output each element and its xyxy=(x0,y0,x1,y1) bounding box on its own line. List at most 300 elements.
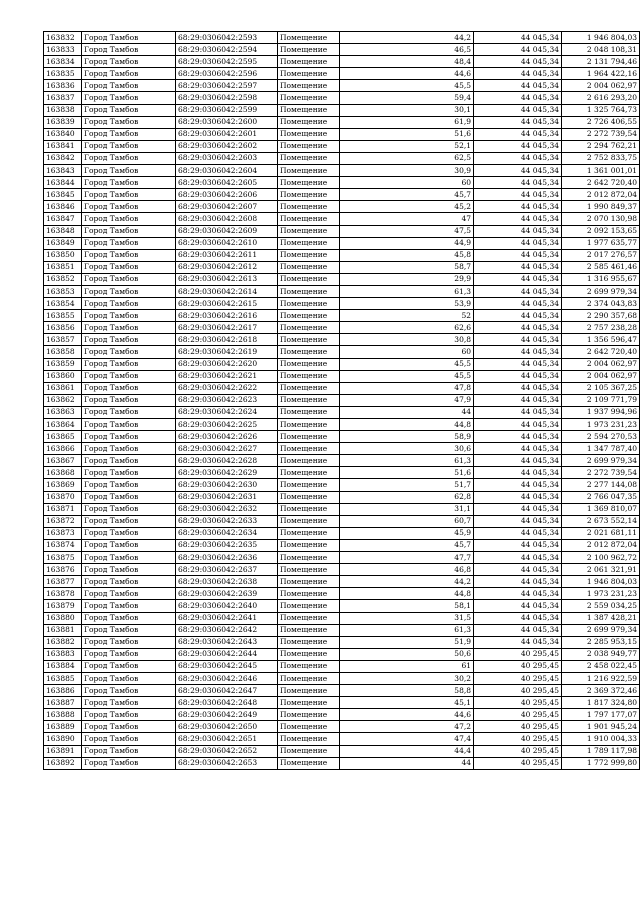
unit-value-cell: 44 045,34 xyxy=(474,624,562,636)
row-number-cell: 163883 xyxy=(44,648,82,660)
table-row xyxy=(44,648,640,660)
cadastral-number-cell: 68:29:0306042:2653 xyxy=(176,757,278,769)
unit-value-cell: 40 295,45 xyxy=(474,648,562,660)
unit-value-cell: 44 045,34 xyxy=(474,515,562,527)
object-type-cell: Помещение xyxy=(278,128,340,140)
cadastral-number-cell: 68:29:0306042:2593 xyxy=(176,32,278,44)
object-type-cell: Помещение xyxy=(278,394,340,406)
unit-value-cell: 44 045,34 xyxy=(474,527,562,539)
locality-cell: Город Тамбов xyxy=(82,358,176,370)
cadastral-number-cell: 68:29:0306042:2627 xyxy=(176,443,278,455)
unit-value-cell: 44 045,34 xyxy=(474,636,562,648)
cadastral-number-cell: 68:29:0306042:2612 xyxy=(176,261,278,273)
table-row xyxy=(44,273,640,285)
area-cell: 45,5 xyxy=(340,370,474,382)
locality-cell: Город Тамбов xyxy=(82,213,176,225)
unit-value-cell: 44 045,34 xyxy=(474,612,562,624)
cadastral-number-cell: 68:29:0306042:2609 xyxy=(176,225,278,237)
locality-cell: Город Тамбов xyxy=(82,636,176,648)
cadastral-value-cell: 1 347 787,40 xyxy=(562,443,640,455)
row-number-cell: 163841 xyxy=(44,140,82,152)
cadastral-value-cell: 1 946 804,03 xyxy=(562,32,640,44)
object-type-cell: Помещение xyxy=(278,370,340,382)
object-type-cell: Помещение xyxy=(278,697,340,709)
cadastral-number-cell: 68:29:0306042:2596 xyxy=(176,68,278,80)
locality-cell: Город Тамбов xyxy=(82,709,176,721)
row-number-cell: 163872 xyxy=(44,515,82,527)
cadastral-number-cell: 68:29:0306042:2623 xyxy=(176,394,278,406)
object-type-cell: Помещение xyxy=(278,539,340,551)
cadastral-number-cell: 68:29:0306042:2628 xyxy=(176,455,278,467)
cadastral-number-cell: 68:29:0306042:2642 xyxy=(176,624,278,636)
object-type-cell: Помещение xyxy=(278,237,340,249)
table-row xyxy=(44,503,640,515)
area-cell: 44 xyxy=(340,406,474,418)
row-number-cell: 163848 xyxy=(44,225,82,237)
object-type-cell: Помещение xyxy=(278,140,340,152)
area-cell: 30,9 xyxy=(340,165,474,177)
object-type-cell: Помещение xyxy=(278,576,340,588)
unit-value-cell: 44 045,34 xyxy=(474,116,562,128)
unit-value-cell: 40 295,45 xyxy=(474,685,562,697)
locality-cell: Город Тамбов xyxy=(82,443,176,455)
cadastral-value-cell: 1 977 635,77 xyxy=(562,237,640,249)
cadastral-value-cell: 2 100 962,72 xyxy=(562,552,640,564)
area-cell: 45,2 xyxy=(340,201,474,213)
object-type-cell: Помещение xyxy=(278,672,340,684)
cadastral-value-cell: 2 642 720,40 xyxy=(562,346,640,358)
table-row xyxy=(44,298,640,310)
cadastral-number-cell: 68:29:0306042:2603 xyxy=(176,152,278,164)
row-number-cell: 163838 xyxy=(44,104,82,116)
cadastral-value-cell: 2 070 130,98 xyxy=(562,213,640,225)
cadastral-number-cell: 68:29:0306042:2610 xyxy=(176,237,278,249)
cadastral-number-cell: 68:29:0306042:2645 xyxy=(176,660,278,672)
cadastral-value-cell: 2 021 681,11 xyxy=(562,527,640,539)
locality-cell: Город Тамбов xyxy=(82,697,176,709)
unit-value-cell: 44 045,34 xyxy=(474,576,562,588)
locality-cell: Город Тамбов xyxy=(82,310,176,322)
table-row xyxy=(44,128,640,140)
cadastral-value-cell: 2 109 771,79 xyxy=(562,394,640,406)
cadastral-number-cell: 68:29:0306042:2630 xyxy=(176,479,278,491)
table-row xyxy=(44,431,640,443)
object-type-cell: Помещение xyxy=(278,165,340,177)
row-number-cell: 163834 xyxy=(44,56,82,68)
object-type-cell: Помещение xyxy=(278,68,340,80)
unit-value-cell: 44 045,34 xyxy=(474,92,562,104)
locality-cell: Город Тамбов xyxy=(82,624,176,636)
object-type-cell: Помещение xyxy=(278,636,340,648)
object-type-cell: Помещение xyxy=(278,757,340,769)
cadastral-value-cell: 1 910 004,33 xyxy=(562,733,640,745)
table-row xyxy=(44,467,640,479)
table-row xyxy=(44,32,640,44)
cadastral-value-cell: 1 901 945,24 xyxy=(562,721,640,733)
cadastral-number-cell: 68:29:0306042:2597 xyxy=(176,80,278,92)
row-number-cell: 163858 xyxy=(44,346,82,358)
cadastral-value-cell: 2 757 238,28 xyxy=(562,322,640,334)
table-row xyxy=(44,721,640,733)
area-cell: 62,5 xyxy=(340,152,474,164)
row-number-cell: 163882 xyxy=(44,636,82,648)
table-row xyxy=(44,189,640,201)
object-type-cell: Помещение xyxy=(278,92,340,104)
unit-value-cell: 44 045,34 xyxy=(474,285,562,297)
unit-value-cell: 44 045,34 xyxy=(474,564,562,576)
cadastral-number-cell: 68:29:0306042:2594 xyxy=(176,44,278,56)
cadastral-value-cell: 1 361 001,01 xyxy=(562,165,640,177)
cadastral-number-cell: 68:29:0306042:2638 xyxy=(176,576,278,588)
cadastral-number-cell: 68:29:0306042:2617 xyxy=(176,322,278,334)
object-type-cell: Помещение xyxy=(278,491,340,503)
cadastral-number-cell: 68:29:0306042:2604 xyxy=(176,165,278,177)
object-type-cell: Помещение xyxy=(278,382,340,394)
unit-value-cell: 44 045,34 xyxy=(474,249,562,261)
cadastral-value-cell: 2 673 552,14 xyxy=(562,515,640,527)
locality-cell: Город Тамбов xyxy=(82,685,176,697)
cadastral-value-cell: 2 272 739,54 xyxy=(562,467,640,479)
table-row xyxy=(44,249,640,261)
unit-value-cell: 44 045,34 xyxy=(474,68,562,80)
area-cell: 50,6 xyxy=(340,648,474,660)
cadastral-value-cell: 1 772 999,80 xyxy=(562,757,640,769)
object-type-cell: Помещение xyxy=(278,261,340,273)
object-type-cell: Помещение xyxy=(278,310,340,322)
area-cell: 29,9 xyxy=(340,273,474,285)
area-cell: 58,1 xyxy=(340,600,474,612)
row-number-cell: 163857 xyxy=(44,334,82,346)
table-row xyxy=(44,346,640,358)
table-row xyxy=(44,104,640,116)
area-cell: 47,8 xyxy=(340,382,474,394)
area-cell: 52,1 xyxy=(340,140,474,152)
table-row xyxy=(44,539,640,551)
locality-cell: Город Тамбов xyxy=(82,394,176,406)
locality-cell: Город Тамбов xyxy=(82,249,176,261)
locality-cell: Город Тамбов xyxy=(82,32,176,44)
unit-value-cell: 44 045,34 xyxy=(474,588,562,600)
locality-cell: Город Тамбов xyxy=(82,116,176,128)
unit-value-cell: 44 045,34 xyxy=(474,56,562,68)
row-number-cell: 163892 xyxy=(44,757,82,769)
cadastral-number-cell: 68:29:0306042:2637 xyxy=(176,564,278,576)
cadastral-value-cell: 2 290 357,68 xyxy=(562,310,640,322)
object-type-cell: Помещение xyxy=(278,32,340,44)
cadastral-value-cell: 1 973 231,23 xyxy=(562,588,640,600)
unit-value-cell: 44 045,34 xyxy=(474,261,562,273)
table-row xyxy=(44,479,640,491)
row-number-cell: 163890 xyxy=(44,733,82,745)
cadastral-value-cell: 2 048 108,31 xyxy=(562,44,640,56)
area-cell: 44,8 xyxy=(340,588,474,600)
cadastral-number-cell: 68:29:0306042:2601 xyxy=(176,128,278,140)
unit-value-cell: 44 045,34 xyxy=(474,273,562,285)
cadastral-number-cell: 68:29:0306042:2648 xyxy=(176,697,278,709)
locality-cell: Город Тамбов xyxy=(82,140,176,152)
locality-cell: Город Тамбов xyxy=(82,68,176,80)
row-number-cell: 163881 xyxy=(44,624,82,636)
unit-value-cell: 44 045,34 xyxy=(474,600,562,612)
unit-value-cell: 44 045,34 xyxy=(474,104,562,116)
object-type-cell: Помещение xyxy=(278,419,340,431)
cadastral-number-cell: 68:29:0306042:2605 xyxy=(176,177,278,189)
cadastral-number-cell: 68:29:0306042:2626 xyxy=(176,431,278,443)
area-cell: 44,6 xyxy=(340,709,474,721)
cadastral-number-cell: 68:29:0306042:2644 xyxy=(176,648,278,660)
area-cell: 30,8 xyxy=(340,334,474,346)
locality-cell: Город Тамбов xyxy=(82,346,176,358)
cadastral-value-cell: 1 387 428,21 xyxy=(562,612,640,624)
row-number-cell: 163888 xyxy=(44,709,82,721)
locality-cell: Город Тамбов xyxy=(82,431,176,443)
unit-value-cell: 40 295,45 xyxy=(474,745,562,757)
object-type-cell: Помещение xyxy=(278,44,340,56)
area-cell: 58,8 xyxy=(340,685,474,697)
locality-cell: Город Тамбов xyxy=(82,733,176,745)
cadastral-number-cell: 68:29:0306042:2635 xyxy=(176,539,278,551)
area-cell: 47,9 xyxy=(340,394,474,406)
locality-cell: Город Тамбов xyxy=(82,419,176,431)
locality-cell: Город Тамбов xyxy=(82,552,176,564)
cadastral-value-cell: 2 642 720,40 xyxy=(562,177,640,189)
object-type-cell: Помещение xyxy=(278,503,340,515)
area-cell: 47,5 xyxy=(340,225,474,237)
object-type-cell: Помещение xyxy=(278,588,340,600)
table-row xyxy=(44,515,640,527)
area-cell: 45,8 xyxy=(340,249,474,261)
cadastral-value-cell: 2 369 372,46 xyxy=(562,685,640,697)
object-type-cell: Помещение xyxy=(278,56,340,68)
row-number-cell: 163865 xyxy=(44,431,82,443)
cadastral-value-cell: 2 294 762,21 xyxy=(562,140,640,152)
cadastral-value-cell: 2 458 022,45 xyxy=(562,660,640,672)
locality-cell: Город Тамбов xyxy=(82,576,176,588)
unit-value-cell: 44 045,34 xyxy=(474,491,562,503)
locality-cell: Город Тамбов xyxy=(82,600,176,612)
cadastral-number-cell: 68:29:0306042:2602 xyxy=(176,140,278,152)
unit-value-cell: 44 045,34 xyxy=(474,152,562,164)
cadastral-number-cell: 68:29:0306042:2652 xyxy=(176,745,278,757)
unit-value-cell: 44 045,34 xyxy=(474,406,562,418)
table-row xyxy=(44,455,640,467)
area-cell: 47 xyxy=(340,213,474,225)
table-row xyxy=(44,201,640,213)
area-cell: 45,7 xyxy=(340,189,474,201)
area-cell: 61,3 xyxy=(340,285,474,297)
unit-value-cell: 44 045,34 xyxy=(474,346,562,358)
unit-value-cell: 44 045,34 xyxy=(474,370,562,382)
unit-value-cell: 44 045,34 xyxy=(474,237,562,249)
table-row xyxy=(44,685,640,697)
table-row xyxy=(44,358,640,370)
locality-cell: Город Тамбов xyxy=(82,757,176,769)
object-type-cell: Помещение xyxy=(278,443,340,455)
cadastral-value-cell: 1 356 596,47 xyxy=(562,334,640,346)
object-type-cell: Помещение xyxy=(278,733,340,745)
object-type-cell: Помещение xyxy=(278,285,340,297)
table-row xyxy=(44,334,640,346)
cadastral-value-cell: 1 946 804,03 xyxy=(562,576,640,588)
row-number-cell: 163856 xyxy=(44,322,82,334)
locality-cell: Город Тамбов xyxy=(82,92,176,104)
object-type-cell: Помещение xyxy=(278,648,340,660)
area-cell: 45,7 xyxy=(340,539,474,551)
object-type-cell: Помещение xyxy=(278,709,340,721)
cadastral-number-cell: 68:29:0306042:2640 xyxy=(176,600,278,612)
cadastral-value-cell: 2 017 276,57 xyxy=(562,249,640,261)
area-cell: 45,1 xyxy=(340,697,474,709)
unit-value-cell: 44 045,34 xyxy=(474,479,562,491)
area-cell: 59,4 xyxy=(340,92,474,104)
area-cell: 44,2 xyxy=(340,576,474,588)
object-type-cell: Помещение xyxy=(278,104,340,116)
cadastral-value-cell: 1 964 422,16 xyxy=(562,68,640,80)
object-type-cell: Помещение xyxy=(278,564,340,576)
cadastral-value-cell: 2 766 047,35 xyxy=(562,491,640,503)
row-number-cell: 163854 xyxy=(44,298,82,310)
locality-cell: Город Тамбов xyxy=(82,165,176,177)
locality-cell: Город Тамбов xyxy=(82,80,176,92)
table-row xyxy=(44,443,640,455)
row-number-cell: 163851 xyxy=(44,261,82,273)
locality-cell: Город Тамбов xyxy=(82,370,176,382)
unit-value-cell: 40 295,45 xyxy=(474,709,562,721)
row-number-cell: 163846 xyxy=(44,201,82,213)
locality-cell: Город Тамбов xyxy=(82,455,176,467)
row-number-cell: 163843 xyxy=(44,165,82,177)
table-row xyxy=(44,745,640,757)
locality-cell: Город Тамбов xyxy=(82,44,176,56)
locality-cell: Город Тамбов xyxy=(82,152,176,164)
unit-value-cell: 44 045,34 xyxy=(474,32,562,44)
row-number-cell: 163850 xyxy=(44,249,82,261)
area-cell: 61,3 xyxy=(340,624,474,636)
row-number-cell: 163847 xyxy=(44,213,82,225)
area-cell: 61 xyxy=(340,660,474,672)
cadastral-value-cell: 1 789 117,98 xyxy=(562,745,640,757)
unit-value-cell: 44 045,34 xyxy=(474,334,562,346)
cadastral-value-cell: 1 817 324,80 xyxy=(562,697,640,709)
table-row xyxy=(44,491,640,503)
object-type-cell: Помещение xyxy=(278,152,340,164)
object-type-cell: Помещение xyxy=(278,745,340,757)
area-cell: 58,9 xyxy=(340,431,474,443)
unit-value-cell: 44 045,34 xyxy=(474,225,562,237)
cadastral-value-cell: 2 004 062,97 xyxy=(562,80,640,92)
locality-cell: Город Тамбов xyxy=(82,56,176,68)
row-number-cell: 163886 xyxy=(44,685,82,697)
row-number-cell: 163878 xyxy=(44,588,82,600)
object-type-cell: Помещение xyxy=(278,189,340,201)
locality-cell: Город Тамбов xyxy=(82,721,176,733)
row-number-cell: 163891 xyxy=(44,745,82,757)
table-row xyxy=(44,116,640,128)
area-cell: 44 xyxy=(340,757,474,769)
cadastral-number-cell: 68:29:0306042:2614 xyxy=(176,285,278,297)
table-row xyxy=(44,285,640,297)
object-type-cell: Помещение xyxy=(278,660,340,672)
table-body xyxy=(44,32,640,770)
row-number-cell: 163833 xyxy=(44,44,82,56)
table-row xyxy=(44,709,640,721)
locality-cell: Город Тамбов xyxy=(82,467,176,479)
cadastral-number-cell: 68:29:0306042:2613 xyxy=(176,273,278,285)
object-type-cell: Помещение xyxy=(278,116,340,128)
object-type-cell: Помещение xyxy=(278,213,340,225)
table-row xyxy=(44,80,640,92)
unit-value-cell: 44 045,34 xyxy=(474,552,562,564)
locality-cell: Город Тамбов xyxy=(82,515,176,527)
row-number-cell: 163887 xyxy=(44,697,82,709)
table-row xyxy=(44,56,640,68)
area-cell: 53,9 xyxy=(340,298,474,310)
table-row xyxy=(44,527,640,539)
cadastral-value-cell: 1 797 177,07 xyxy=(562,709,640,721)
unit-value-cell: 44 045,34 xyxy=(474,443,562,455)
cadastral-number-cell: 68:29:0306042:2622 xyxy=(176,382,278,394)
row-number-cell: 163839 xyxy=(44,116,82,128)
unit-value-cell: 44 045,34 xyxy=(474,165,562,177)
unit-value-cell: 44 045,34 xyxy=(474,213,562,225)
area-cell: 62,6 xyxy=(340,322,474,334)
object-type-cell: Помещение xyxy=(278,515,340,527)
object-type-cell: Помещение xyxy=(278,201,340,213)
table-row xyxy=(44,600,640,612)
table-row xyxy=(44,68,640,80)
cadastral-number-cell: 68:29:0306042:2651 xyxy=(176,733,278,745)
row-number-cell: 163868 xyxy=(44,467,82,479)
table-row xyxy=(44,757,640,769)
table-row xyxy=(44,213,640,225)
unit-value-cell: 44 045,34 xyxy=(474,298,562,310)
cadastral-value-cell: 2 285 953,15 xyxy=(562,636,640,648)
area-cell: 47,2 xyxy=(340,721,474,733)
table-row xyxy=(44,406,640,418)
locality-cell: Город Тамбов xyxy=(82,334,176,346)
unit-value-cell: 44 045,34 xyxy=(474,503,562,515)
area-cell: 60 xyxy=(340,346,474,358)
table-row xyxy=(44,225,640,237)
table-row xyxy=(44,576,640,588)
row-number-cell: 163889 xyxy=(44,721,82,733)
cadastral-value-cell: 2 374 043,83 xyxy=(562,298,640,310)
area-cell: 58,7 xyxy=(340,261,474,273)
locality-cell: Город Тамбов xyxy=(82,672,176,684)
cadastral-number-cell: 68:29:0306042:2624 xyxy=(176,406,278,418)
cadastral-value-cell: 2 594 270,53 xyxy=(562,431,640,443)
object-type-cell: Помещение xyxy=(278,80,340,92)
row-number-cell: 163836 xyxy=(44,80,82,92)
object-type-cell: Помещение xyxy=(278,249,340,261)
cadastral-number-cell: 68:29:0306042:2608 xyxy=(176,213,278,225)
row-number-cell: 163880 xyxy=(44,612,82,624)
area-cell: 62,8 xyxy=(340,491,474,503)
row-number-cell: 163870 xyxy=(44,491,82,503)
area-cell: 44,4 xyxy=(340,745,474,757)
row-number-cell: 163862 xyxy=(44,394,82,406)
area-cell: 45,5 xyxy=(340,358,474,370)
object-type-cell: Помещение xyxy=(278,322,340,334)
locality-cell: Город Тамбов xyxy=(82,612,176,624)
table-row xyxy=(44,660,640,672)
cadastral-number-cell: 68:29:0306042:2620 xyxy=(176,358,278,370)
table-row xyxy=(44,636,640,648)
cadastral-value-cell: 2 004 062,97 xyxy=(562,358,640,370)
unit-value-cell: 40 295,45 xyxy=(474,697,562,709)
object-type-cell: Помещение xyxy=(278,600,340,612)
cadastral-value-cell: 2 585 461,46 xyxy=(562,261,640,273)
